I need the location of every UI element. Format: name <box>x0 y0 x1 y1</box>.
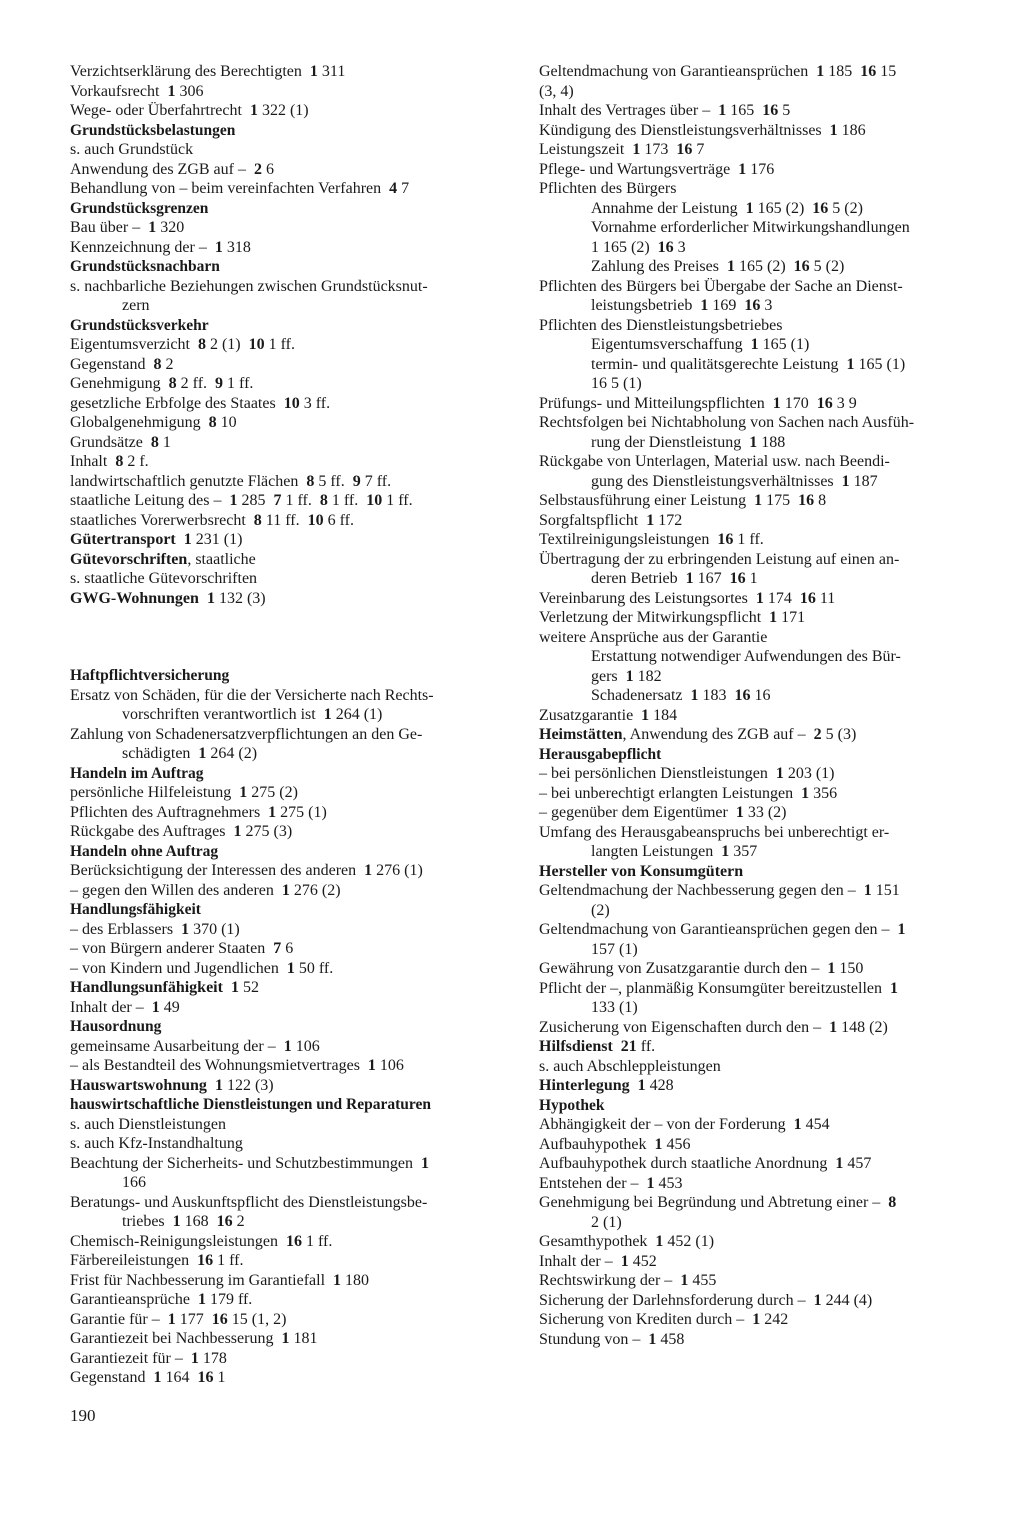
index-entry: Bau über – 1 320 <box>70 219 185 236</box>
index-entry: vorschriften verantwortlich ist 1 264 (1) <box>122 706 383 723</box>
index-entry: landwirtschaftlich genutzte Flächen 8 5 ff. 9 7 ff. <box>70 472 392 490</box>
index-entry: Stundung von – 1 458 <box>539 1330 685 1348</box>
index-entry: – von Kindern und Jugendlichen 1 50 ff. <box>70 959 334 977</box>
index-entry: Anwendung des ZGB auf – 2 6 <box>70 160 274 178</box>
index-entry: Hinterlegung 1 428 <box>539 1077 674 1094</box>
index-entry: Sorgfaltspflicht 1 172 <box>539 511 683 529</box>
index-entry: Garantieansprüche 1 179 ff. <box>70 1291 253 1308</box>
index-entry: Rückgabe von Unterlagen, Material usw. nach Beendi- <box>539 453 890 470</box>
index-entry: Zusatzgarantie 1 184 <box>539 706 678 724</box>
index-entry: Gegenstand 8 2 <box>70 355 174 373</box>
index-entry: Kennzeichnung der – 1 318 <box>70 238 251 256</box>
index-entry: GWG-Wohnungen 1 132 (3) <box>70 589 266 607</box>
index-entry: Ersatz von Schäden, für die der Versicherte nach Rechts- <box>70 686 434 704</box>
index-entry: Garantie für – 1 177 16 15 (1, 2) <box>70 1310 287 1328</box>
index-entry: Selbstausführung einer Leistung 1 175 16 8 <box>539 492 827 509</box>
index-column-left <box>70 62 516 1388</box>
index-entry: Genehmigung bei Begründung und Abtretung einer – 8 <box>539 1194 897 1211</box>
index-entry: termin- und qualitätsgerechte Leistung 1 165 (1) <box>591 355 906 373</box>
index-entry: Leistungszeit 1 173 16 7 <box>539 141 705 158</box>
index-entry: Behandlung von – beim vereinfachten Verfahren 4 7 <box>70 180 410 197</box>
index-entry: triebes 1 168 16 2 <box>122 1213 245 1230</box>
index-entry: Frist für Nachbesserung im Garantiefall 1 180 <box>70 1271 370 1289</box>
index-entry: Inhalt der – 1 49 <box>70 998 180 1016</box>
index-entry: Herausgabepflicht <box>539 745 662 763</box>
index-entry: Hersteller von Konsumgütern <box>539 862 744 880</box>
index-entry: Aufbauhypothek durch staatliche Anordnung 1 457 <box>539 1155 872 1172</box>
index-entry: hauswirtschaftliche Dienstleistungen und Reparaturen <box>70 1096 431 1113</box>
index-entry: s. nachbarliche Beziehungen zwischen Grundstücksnut- <box>70 277 428 295</box>
index-entry: Geltendmachung von Garantieansprüchen 1 185 16 15 <box>539 63 897 80</box>
index-entry: Kündigung des Dienstleistungsverhältnisses 1 186 <box>539 121 866 139</box>
index-entry: s. auch Abschleppleistungen <box>539 1057 721 1075</box>
index-entry: Zahlung des Preises 1 165 (2) 16 5 (2) <box>591 258 845 275</box>
index-entry: staatliche Leitung des – 1 285 7 1 ff. 8 1 ff. 10 1 ff. <box>70 492 413 509</box>
index-entry: – von Bürgern anderer Staaten 7 6 <box>70 940 294 957</box>
index-entry: Garantiezeit für – 1 178 <box>70 1349 227 1367</box>
index-entry: Aufbauhypothek 1 456 <box>539 1135 691 1153</box>
index-entry: Inhalt des Vertrages über – 1 165 16 5 <box>539 102 791 119</box>
index-entry: Globalgenehmigung 8 10 <box>70 414 237 431</box>
index-entry: Hilfsdienst 21 ff. <box>539 1038 656 1055</box>
index-entry: Beratungs- und Auskunftspflicht des Dienstleistungsbe- <box>70 1193 428 1211</box>
index-entry: Geltendmachung von Garantieansprüchen gegen den – 1 <box>539 921 906 938</box>
index-entry: Umfang des Herausgabeanspruchs bei unberechtigt er- <box>539 823 890 841</box>
index-entry: Übertragung der zu erbringenden Leistung auf einen an- <box>539 550 900 568</box>
index-entry: persönliche Hilfeleistung 1 275 (2) <box>70 784 298 801</box>
index-entry: gemeinsame Ausarbeitung der – 1 106 <box>70 1037 320 1055</box>
index-entry: Eigentumsverzicht 8 2 (1) 10 1 ff. <box>70 336 295 353</box>
index-entry: Sicherung der Darlehnsforderung durch – 1 244 (4) <box>539 1291 873 1309</box>
index-entry: – gegenüber dem Eigentümer 1 33 (2) <box>539 804 787 821</box>
index-entry: 1 165 (2) 16 3 <box>591 238 686 256</box>
index-entry: Grundstücksnachbarn <box>70 258 220 275</box>
index-entry: Grundstücksgrenzen <box>70 199 209 217</box>
index-entry: Gütertransport 1 231 (1) <box>70 531 243 548</box>
index-entry: Eigentumsverschaffung 1 165 (1) <box>591 336 810 353</box>
index-entry: Zusicherung von Eigenschaften durch den – 1 148 (2) <box>539 1018 888 1036</box>
index-entry: Annahme der Leistung 1 165 (2) 16 5 (2) <box>591 199 863 217</box>
index-entry: Handlungsfähigkeit <box>70 901 201 918</box>
index-entry: Schadenersatz 1 183 16 16 <box>591 687 771 704</box>
index-entry: Rechtswirkung der – 1 455 <box>539 1272 717 1289</box>
index-entry: Berücksichtigung der Interessen des anderen 1 276 (1) <box>70 862 423 879</box>
index-entry: deren Betrieb 1 167 16 1 <box>591 570 758 587</box>
index-entry: gers 1 182 <box>591 667 662 685</box>
index-entry: Pflichten des Dienstleistungsbetriebes <box>539 316 783 334</box>
index-entry: – gegen den Willen des anderen 1 276 (2) <box>70 881 341 899</box>
index-entry: Textilreinigungsleistungen 16 1 ff. <box>539 531 764 548</box>
index-entry: 16 5 (1) <box>591 375 642 392</box>
index-entry: Hypothek <box>539 1096 605 1114</box>
index-entry: Grundstücksbelastungen <box>70 121 236 139</box>
index-entry: Pflichten des Bürgers bei Übergabe der Sache an Dienst- <box>539 277 903 295</box>
index-entry: Geltendmachung der Nachbesserung gegen den – 1 151 <box>539 882 900 899</box>
index-entry: Genehmigung 8 2 ff. 9 1 ff. <box>70 375 254 392</box>
index-entry: s. auch Grundstück <box>70 141 194 158</box>
index-entry: Handlungsunfähigkeit 1 52 <box>70 979 259 996</box>
index-entry: Hausordnung <box>70 1018 162 1035</box>
index-entry: Gesamthypothek 1 452 (1) <box>539 1233 715 1250</box>
index-entry: rung der Dienstleistung 1 188 <box>591 433 786 451</box>
index-entry: s. staatliche Gütevorschriften <box>70 570 258 587</box>
index-entry: Heimstätten, Anwendung des ZGB auf – 2 5 (3) <box>539 726 857 743</box>
index-entry: Zahlung von Schadenersatzverpflichtungen an den Ge- <box>70 725 423 743</box>
index-entry: – bei persönlichen Dienstleistungen 1 203 (1) <box>539 765 835 782</box>
index-entry: Vereinbarung des Leistungsortes 1 174 16 11 <box>539 589 836 607</box>
index-entry: Handeln im Auftrag <box>70 764 204 782</box>
index-entry: Garantiezeit bei Nachbesserung 1 181 <box>70 1330 318 1347</box>
index-entry: s. auch Kfz-Instandhaltung <box>70 1135 243 1152</box>
index-entry: Prüfungs- und Mitteilungspflichten 1 170 16 3 9 <box>539 394 857 412</box>
index-entry: Abhängigkeit der – von der Forderung 1 454 <box>539 1116 830 1133</box>
index-entry: Vorkaufsrecht 1 306 <box>70 82 204 100</box>
index-entry: 133 (1) <box>591 999 638 1016</box>
index-entry: Pflichten des Bürgers <box>539 180 677 197</box>
index-entry: 2 (1) <box>591 1213 622 1231</box>
index-entry: Inhalt 8 2 f. <box>70 453 149 470</box>
index-entry: Handeln ohne Auftrag <box>70 842 219 860</box>
index-entry: Grundstücksverkehr <box>70 316 209 334</box>
index-entry: (2) <box>591 901 610 919</box>
index-entry: Hauswartswohnung 1 122 (3) <box>70 1076 274 1094</box>
index-entry: zern <box>122 297 150 314</box>
page-number: 190 <box>70 1406 96 1425</box>
index-entry: Inhalt der – 1 452 <box>539 1252 657 1270</box>
index-entry: Pflicht der –, planmäßig Konsumgüter bereitzustellen 1 <box>539 979 899 997</box>
index-entry: s. auch Dienstleistungen <box>70 1115 226 1133</box>
index-entry: – bei unberechtigt erlangten Leistungen 1 356 <box>539 784 838 802</box>
index-entry: weitere Ansprüche aus der Garantie <box>539 628 768 646</box>
index-entry: Wege- oder Überfahrtrecht 1 322 (1) <box>70 102 309 119</box>
index-entry: gesetzliche Erbfolge des Staates 10 3 ff. <box>70 394 331 412</box>
index-entry: staatliches Vorerwerbsrecht 8 11 ff. 10 6 ff. <box>70 511 354 529</box>
index-entry: Rückgabe des Auftrages 1 275 (3) <box>70 823 293 840</box>
index-entry: Grundsätze 8 1 <box>70 433 171 451</box>
index-entry: langten Leistungen 1 357 <box>591 843 758 860</box>
index-entry: Beachtung der Sicherheits- und Schutzbestimmungen 1 <box>70 1154 430 1172</box>
index-entry: Erstattung notwendiger Aufwendungen des Bür- <box>591 648 901 665</box>
index-entry: 166 <box>122 1174 146 1191</box>
index-entry: Pflege- und Wartungsverträge 1 176 <box>539 160 775 178</box>
index-entry: Verletzung der Mitwirkungspflicht 1 171 <box>539 609 806 626</box>
index-entry: Haftpflichtversicherung <box>70 667 230 684</box>
index-entry: Gewährung von Zusatzgarantie durch den – 1 150 <box>539 960 864 977</box>
index-entry: Pflichten des Auftragnehmers 1 275 (1) <box>70 803 327 821</box>
index-entry: 157 (1) <box>591 940 638 958</box>
index-entry: Vornahme erforderlicher Mitwirkungshandlungen <box>591 219 910 236</box>
index-entry: schädigten 1 264 (2) <box>122 745 258 762</box>
index-entry: Rechtsfolgen bei Nichtabholung von Sachen nach Ausfüh- <box>539 414 915 431</box>
index-entry: Sicherung von Krediten durch – 1 242 <box>539 1311 789 1328</box>
index-entry: Färbereileistungen 16 1 ff. <box>70 1252 244 1269</box>
index-entry: (3, 4) <box>539 82 574 100</box>
index-entry: – als Bestandteil des Wohnungsmietvertrages 1 106 <box>70 1057 404 1074</box>
index-entry: Chemisch-Reinigungsleistungen 16 1 ff. <box>70 1232 333 1250</box>
index-entry: Verzichtserklärung des Berechtigten 1 311 <box>70 63 346 80</box>
index-entry: Gütevorschriften, staatliche <box>70 550 256 568</box>
index-entry: leistungsbetrieb 1 169 16 3 <box>591 297 773 314</box>
index-entry: Gegenstand 1 164 16 1 <box>70 1369 226 1386</box>
index-entry: gung des Dienstleistungsverhältnisses 1 187 <box>591 472 878 490</box>
index-entry: – des Erblassers 1 370 (1) <box>70 920 240 938</box>
index-entry: Entstehen der – 1 453 <box>539 1174 683 1192</box>
index-column-right <box>539 62 985 1349</box>
